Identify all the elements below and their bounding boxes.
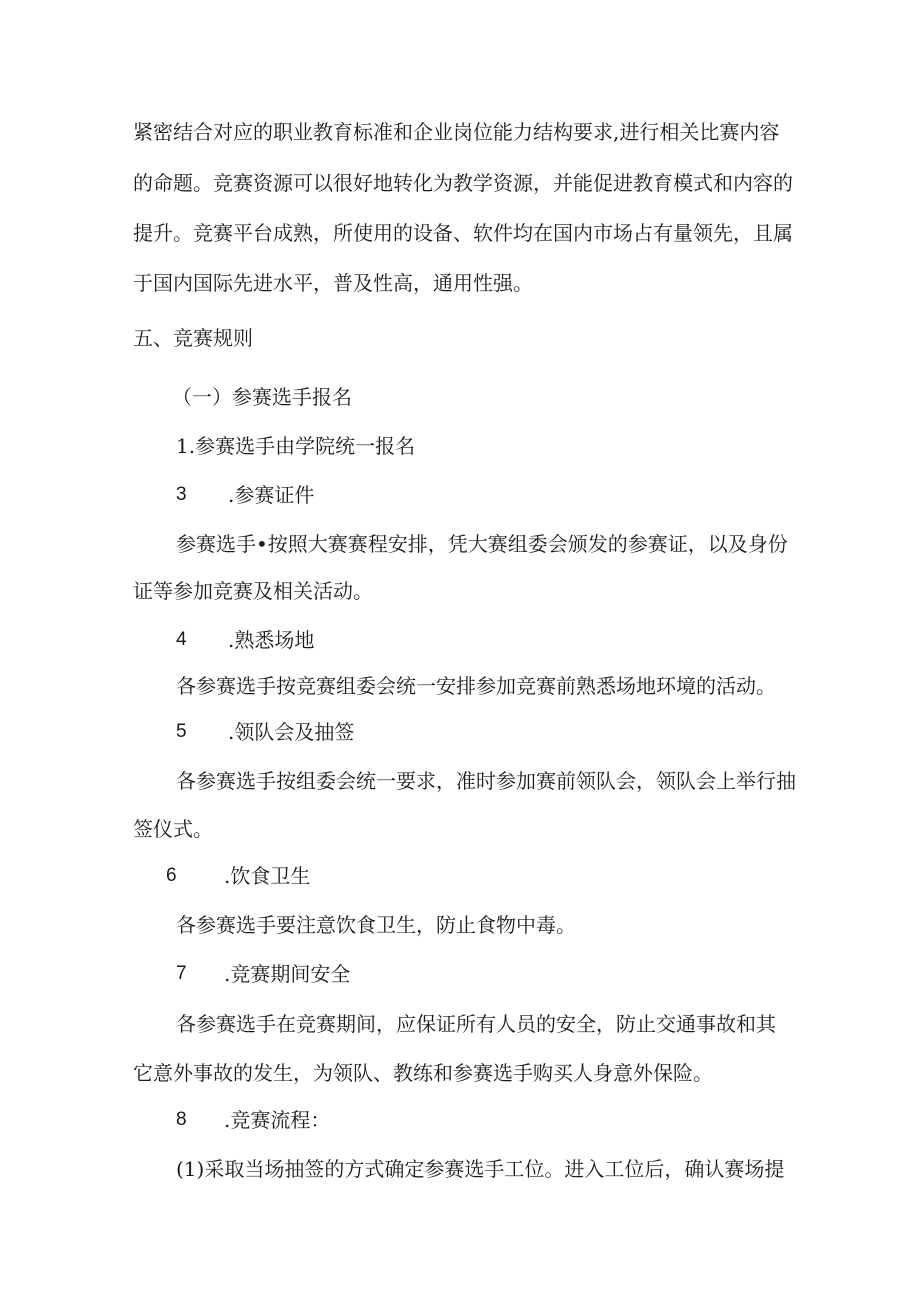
item-4-number: 4 <box>176 629 187 650</box>
item-3-title: .参赛证件 <box>228 483 315 507</box>
item-1-text: 1.参赛选手由学院统一报名 <box>176 434 416 458</box>
intro-line-2: 的命题。竞赛资源可以很好地转化为教学资源，并能促进教育模式和内容的 <box>133 171 793 195</box>
item-5-title: .领队会及抽签 <box>228 720 355 744</box>
intro-line-1: 紧密结合对应的职业教育标准和企业岗位能力结构要求,进行相关比赛内容 <box>133 120 780 144</box>
item-6-body-1: 各参赛选手要注意饮食卫生，防止食物中毒。 <box>176 913 576 937</box>
item-7-number: 7 <box>176 963 187 984</box>
item-7-title: .竞赛期间安全 <box>224 962 351 986</box>
item-6-title: .饮食卫生 <box>224 864 311 888</box>
item-8-number: 8 <box>176 1109 187 1130</box>
item-3-body-1: 参赛选手•按照大赛赛程安排，凭大赛组委会颁发的参赛证，以及身份 <box>176 532 788 556</box>
intro-line-4: 于国内国际先进水平，普及性高，通用性强。 <box>133 271 533 295</box>
intro-line-3: 提升。竞赛平台成熟，所使用的设备、软件均在国内市场占有量领先，且属 <box>133 221 793 245</box>
item-4-body-1: 各参赛选手按竞赛组委会统一安排参加竞赛前熟悉场地环境的活动。 <box>176 674 776 698</box>
item-5-number: 5 <box>176 721 187 742</box>
item-6-number: 6 <box>166 865 177 886</box>
subsection-1-heading: （一）参赛选手报名 <box>172 385 352 409</box>
section-5-heading: 五、竞赛规则 <box>133 326 253 350</box>
item-3-number: 3 <box>176 484 187 505</box>
item-5-body-2: 签仪式。 <box>133 817 213 841</box>
item-4-title: .熟悉场地 <box>228 628 315 652</box>
item-3-body-2: 证等参加竞赛及相关活动。 <box>133 579 373 603</box>
item-8-title: .竞赛流程： <box>224 1108 331 1132</box>
item-7-body-2: 它意外事故的发生，为领队、教练和参赛选手购买人身意外保险。 <box>133 1061 713 1085</box>
item-7-body-1: 各参赛选手在竞赛期间，应保证所有人员的安全，防止交通事故和其 <box>176 1012 776 1036</box>
item-5-body-1: 各参赛选手按组委会统一要求，准时参加赛前领队会，领队会上举行抽 <box>176 769 796 793</box>
item-8-body-1: (1)采取当场抽签的方式确定参赛选手工位。进入工位后，确认赛场提 <box>176 1157 785 1181</box>
